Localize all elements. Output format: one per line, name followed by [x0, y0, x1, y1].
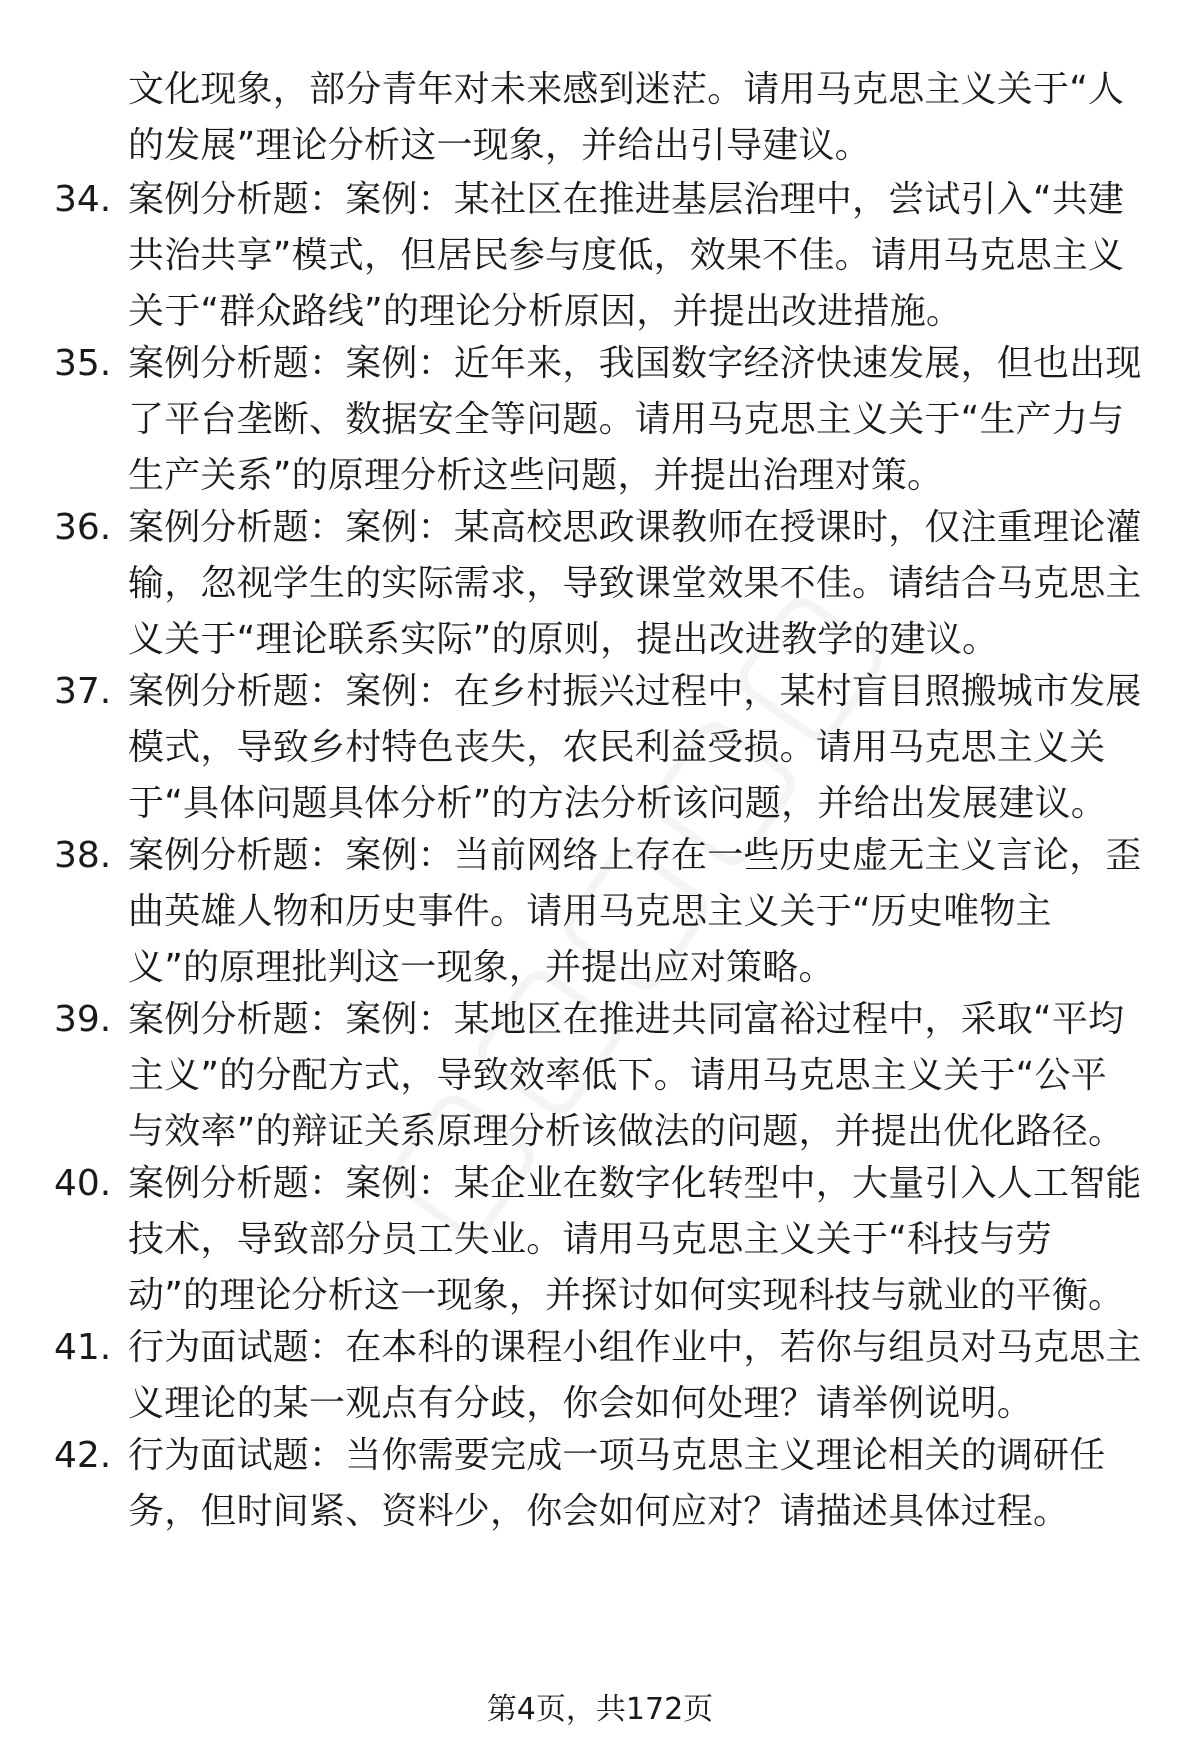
text-line: 义关于“理论联系实际”的原则，提出改进教学的建议。 [128, 619, 999, 660]
text-line: 于“具体问题具体分析”的方法分析该问题，并给出发展建议。 [128, 783, 1107, 824]
text-line: 案例分析题：案例：当前网络上存在一些历史虚无主义言论，歪 [128, 835, 1142, 876]
question-number: 36. [54, 507, 112, 548]
text-line: 案例分析题：案例：在乡村振兴过程中，某村盲目照搬城市发展 [128, 671, 1142, 712]
text-line: 案例分析题：案例：某地区在推进共同富裕过程中，采取“平均 [128, 999, 1125, 1040]
page-footer: 第4页，共172页 [486, 1692, 714, 1727]
text-line: 务，但时间紧、资料少，你会如何应对？请描述具体过程。 [128, 1491, 1070, 1532]
question-text [128, 828, 1140, 996]
text-line: 义”的原理批判这一现象，并提出应对策略。 [128, 947, 835, 988]
text-line: 曲英雄人物和历史事件。请用马克思主义关于“历史唯物主 [128, 891, 1052, 932]
text-line: 共治共享”模式，但居民参与度低，效果不佳。请用马克思主义 [128, 235, 1125, 276]
question-number: 37. [54, 671, 112, 712]
question-number: 38. [54, 835, 112, 876]
text-line: 了平台垄断、数据安全等问题。请用马克思主义关于“生产力与 [128, 399, 1125, 440]
question-number: 34. [54, 179, 112, 220]
question-text [128, 336, 1140, 504]
text-line: 案例分析题：案例：近年来，我国数字经济快速发展，但也出现 [128, 343, 1142, 384]
question-text [128, 1320, 1140, 1432]
text-line: 案例分析题：案例：某企业在数字化转型中，大量引入人工智能 [128, 1163, 1142, 1204]
text-line: 与效率”的辩证关系原理分析该做法的问题，并提出优化路径。 [128, 1111, 1125, 1152]
question-text [128, 1156, 1140, 1324]
text-line: 模式，导致乡村特色丧失，农民利益受损。请用马克思主义关 [128, 727, 1106, 768]
text-line: 行为面试题：在本科的课程小组作业中，若你与组员对马克思主 [128, 1327, 1142, 1368]
question-text [128, 1428, 1140, 1540]
text-line: 文化现象，部分青年对未来感到迷茫。请用马克思主义关于“人 [128, 69, 1125, 110]
text-line: 生产关系”的原理分析这些问题，并提出治理对策。 [128, 455, 944, 496]
text-line: 关于“群众路线”的理论分析原因，并提出改进措施。 [128, 291, 963, 332]
question-number: 39. [54, 999, 112, 1040]
question-text [128, 664, 1140, 832]
text-line: 输，忽视学生的实际需求，导致课堂效果不佳。请结合马克思主 [128, 563, 1142, 604]
question-number: 42. [54, 1435, 112, 1476]
continued-question-text [128, 62, 1138, 174]
question-number: 41. [54, 1327, 112, 1368]
text-line: 主义”的分配方式，导致效率低下。请用马克思主义关于“公平 [128, 1055, 1107, 1096]
text-line: 动”的理论分析这一现象，并探讨如何实现科技与就业的平衡。 [128, 1275, 1125, 1316]
question-text [128, 172, 1140, 340]
question-number: 35. [54, 343, 112, 384]
text-line: 技术，导致部分员工失业。请用马克思主义关于“科技与劳 [128, 1219, 1052, 1260]
question-number: 40. [54, 1163, 112, 1204]
question-text [128, 992, 1140, 1160]
text-line: 案例分析题：案例：某社区在推进基层治理中，尝试引入“共建 [128, 179, 1125, 220]
text-line: 行为面试题：当你需要完成一项马克思主义理论相关的调研任 [128, 1435, 1106, 1476]
text-line: 义理论的某一观点有分歧，你会如何处理？请举例说明。 [128, 1383, 1034, 1424]
text-line: 的发展”理论分析这一现象，并给出引导建议。 [128, 125, 871, 166]
question-text [128, 500, 1140, 668]
text-line: 案例分析题：案例：某高校思政课教师在授课时，仅注重理论灌 [128, 507, 1142, 548]
